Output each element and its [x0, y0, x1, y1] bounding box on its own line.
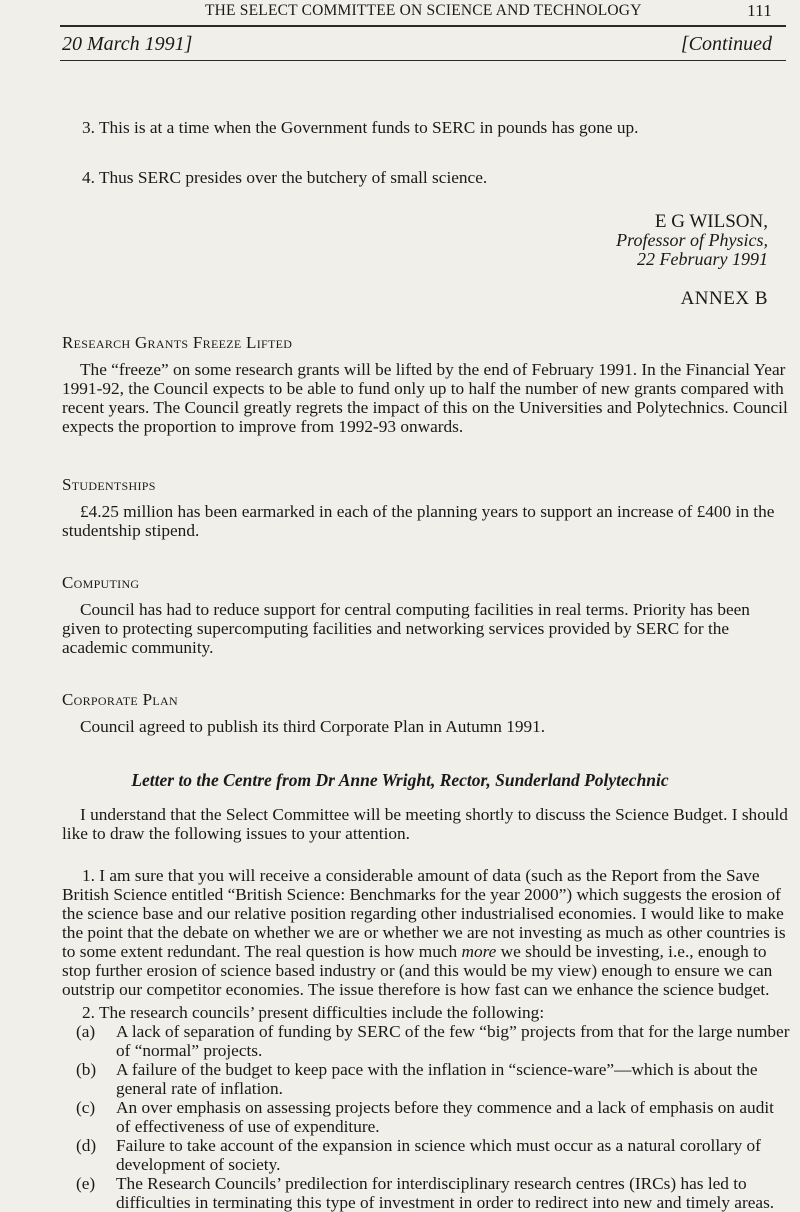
continued-label: [Continued [680, 33, 772, 55]
section-computing [62, 573, 790, 657]
running-title: THE SELECT COMMITTEE ON SCIENCE AND TECHNOLOGY [205, 2, 642, 19]
top-paragraph-3: 3. This is at a time when the Government funds to SERC in pounds has gone up. [82, 118, 639, 137]
signature-block [616, 212, 768, 269]
list-item: (d) Failure to take account of the expansion in science which must occur as a natural corollary of development of society. [76, 1136, 761, 1174]
letter-intro: I understand that the Select Committee will be meeting shortly to discuss the Science Budget. I should like to draw the following issues to your attention. [62, 805, 788, 843]
section-studentships [62, 475, 790, 540]
section-corporate-plan [62, 690, 790, 736]
section-heading: Research Grants Freeze Lifted [62, 333, 293, 352]
list-item: (e) The Research Councils’ predilection for interdisciplinary research centres (IRCs) has led to difficulties in terminating this type of investment in order to redirect into new and timely areas. [76, 1174, 775, 1212]
list-item: (c) An over emphasis on assessing projects before they commence and a lack of emphasis on audit of effectiveness of use of expenditure. [76, 1098, 774, 1136]
dateline [62, 33, 772, 56]
section-text: Council has had to reduce support for central computing facilities in real terms. Priority has been given to protecting supercomputing facilities and networking services provided by SERC for the academic community. [62, 600, 750, 657]
list-item: (a) A lack of separation of funding by SERC of the few “big” projects from that for the large number of “normal” projects. [76, 1022, 790, 1060]
signatory-name: E G WILSON, [654, 211, 768, 232]
section-heading: Corporate Plan [62, 690, 178, 709]
section-text: Council agreed to publish its third Corporate Plan in Autumn 1991. [80, 717, 546, 736]
emphasis-more: more [461, 942, 497, 961]
running-header [205, 0, 772, 22]
evidence-date: 20 March 1991] [62, 33, 193, 55]
section-heading: Computing [62, 573, 140, 592]
page-number: 111 [747, 1, 772, 20]
header-rule-top [60, 25, 786, 27]
annex-heading: ANNEX B [680, 288, 768, 309]
top-paragraph-4: 4. Thus SERC presides over the butchery of small science. [82, 168, 488, 187]
section-research-grants [62, 333, 790, 436]
section-text: The “freeze” on some research grants will be lifted by the end of February 1991. In the Financial Year 1991-92, the Council expects to be able to fund only up to half the number of new grants compared with recent years. The Council greatly regrets the impact of this on the Universities and Polytechnics. Council expects the proportion to improve from 1992-93 onwards. [62, 360, 788, 436]
letter-paragraph-1: 1. I am sure that you will receive a considerable amount of data (such as the Report from the Save British Science entitled “British Science: Benchmarks for the year 2000”) which suggests the erosion of the science base and our relative position regarding other industrialised economies. I would like to make the point that the debate on whether we are or whether we are not investing as much as other countries is to some extent redundant. The real question is how much more we should be investing, i.e., enough to stop further erosion of science based industry or (and this would be my view) enough to ensure we can outstrip our competitor economies. The issue therefore is how fast can we enhance the science budget. [62, 866, 786, 999]
signatory-title: Professor of Physics, [616, 230, 768, 250]
section-heading: Studentships [62, 475, 156, 494]
list-item: (b) A failure of the budget to keep pace with the inflation in “science-ware”—which is about the general rate of inflation. [76, 1060, 758, 1098]
header-rule-bottom [60, 60, 786, 61]
section-text: £4.25 million has been earmarked in each of the planning years to support an increase of £400 in the studentship stipend. [62, 502, 775, 540]
letter-paragraph-2: 2. The research councils’ present difficulties include the following: (a) A lack of separation of funding by SERC of the few “big” projects from that for the large number of “normal” projects. (b) A failure of the budget to keep pace with the inflation in “science-ware”—which is about the general rate of inflation. (c) An over emphasis on assessing projects before they commence and a lack of emphasis on audit of effectiveness of use of expenditure. (d) Failure to take account of the expansion in science which must occur as a natural corollary of development of society. (e) The Research Councils’ predilection for interdisciplinary research centres (IRCs) has led to difficulties in terminating this type of investment in order to redirect into new and timely areas. [76, 1003, 790, 1212]
signature-date: 22 February 1991 [637, 249, 768, 269]
letter-title: Letter to the Centre from Dr Anne Wright, Rector, Sunderland Polytechnic [131, 770, 669, 790]
